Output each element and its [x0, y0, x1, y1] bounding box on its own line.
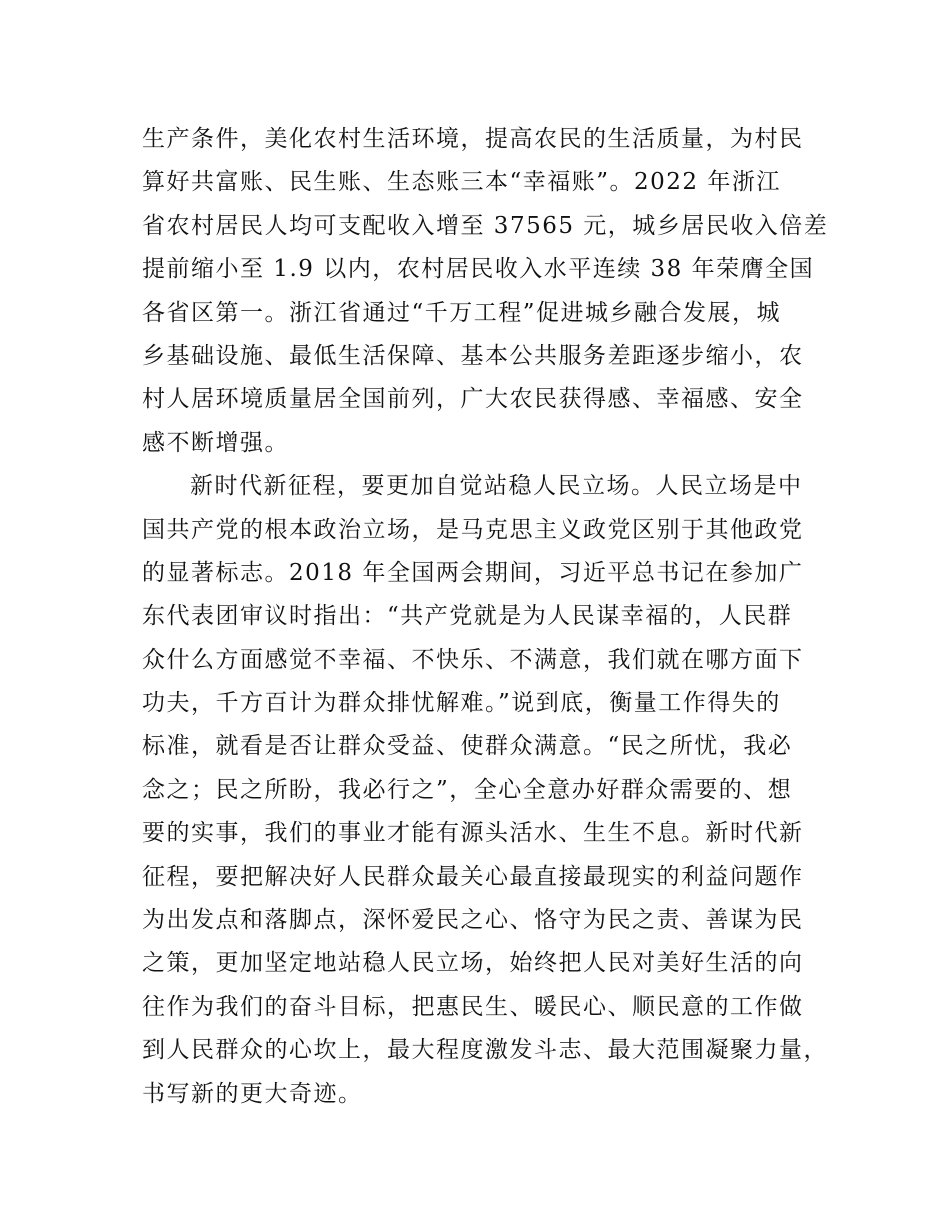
body-text: [142, 118, 832, 1116]
text-line: 到人民群众的心坎上，最大程度激发斗志、最大范围凝聚力量，: [142, 1037, 828, 1064]
text-line: 提前缩小至 1.9 以内，农村居民收入水平连续 38 年荣膺全国: [142, 256, 815, 283]
text-line: 国共产党的根本政治立场，是马克思主义政党区别于其他政党: [142, 516, 804, 543]
text-line: 村人居环境质量居全国前列，广大农民获得感、幸福感、安全: [142, 386, 804, 413]
text-line: 为出发点和落脚点，深怀爱民之心、恪守为民之责、善谋为民: [142, 907, 804, 934]
text-line: 乡基础设施、最低生活保障、基本公共服务差距逐步缩小，农: [142, 342, 804, 369]
text-line: 生产条件，美化农村生活环境，提高农民的生活质量，为村民: [142, 126, 804, 152]
text-line: 要的实事，我们的事业才能有源头活水、生生不息。新时代新: [142, 820, 804, 847]
text-line: 之策，更加坚定地站稳人民立场，始终把人民对美好生活的向: [142, 950, 804, 977]
text-line: 往作为我们的奋斗目标，把惠民生、暖民心、顺民意的工作做: [142, 993, 804, 1020]
text-line: 书写新的更大奇迹。: [142, 1080, 363, 1107]
text-line: 标准，就看是否让群众受益、使群众满意。“民之所忧，我必: [142, 733, 793, 760]
text-line: 东代表团审议时指出：“共产党就是为人民谋幸福的，人民群: [142, 603, 793, 630]
text-line: 念之；民之所盼，我必行之”，全心全意办好群众需要的、想: [142, 776, 793, 803]
text-line: 算好共富账、民生账、生态账三本“幸福账”。2022 年浙江: [142, 169, 781, 196]
text-line: 征程，要把解决好人民群众最关心最直接最现实的利益问题作: [142, 863, 804, 890]
text-line: 感不断增强。: [142, 429, 289, 456]
text-line: 省农村居民人均可支配收入增至 37565 元，城乡居民收入倍差: [142, 212, 829, 239]
text-line: 各省区第一。浙江省通过“千万工程”促进城乡融合发展，城: [142, 299, 782, 326]
text-line: 功夫，千方百计为群众排忧解难。”说到底，衡量工作得失的: [142, 690, 781, 717]
text-line: 众什么方面感觉不幸福、不快乐、不满意，我们就在哪方面下: [142, 646, 804, 673]
paragraph-start-line: 新时代新征程，要更加自觉站稳人民立场。人民立场是中: [190, 473, 803, 500]
text-line: 的显著标志。2018 年全国两会期间，习近平总书记在参加广: [142, 559, 804, 586]
